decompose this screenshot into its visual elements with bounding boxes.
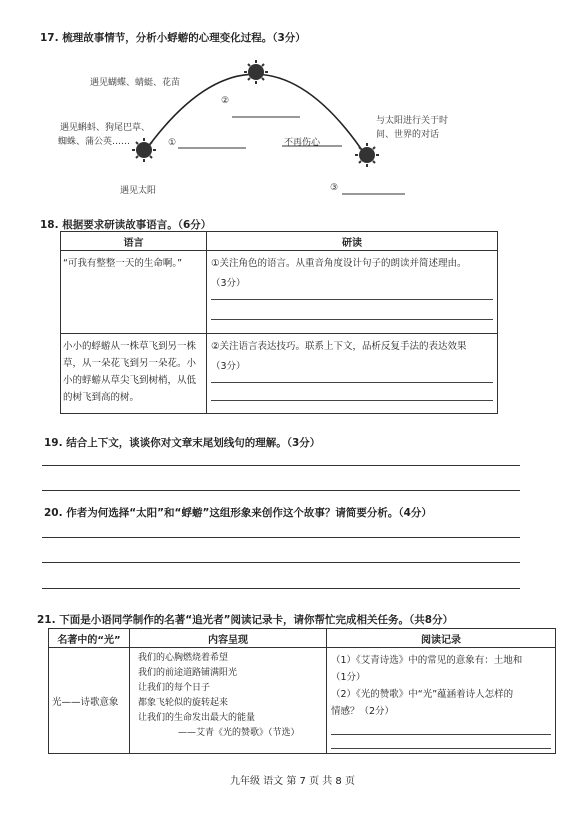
answer-line[interactable] (211, 382, 493, 383)
answer-mid: 不再伤心 (284, 138, 321, 148)
answer-line[interactable] (331, 734, 551, 735)
answer-line[interactable] (42, 490, 520, 491)
event-left-mid-2: 蜘蛛、蒲公英…… (58, 137, 131, 147)
answer-line[interactable] (211, 299, 493, 300)
q18-row2-task: ②关注语言表达技巧。联系上下文，品析反复手法的表达效果 （3分） (207, 334, 498, 414)
q18-table (60, 231, 498, 414)
answer-line[interactable] (42, 465, 520, 466)
answer-line[interactable] (42, 562, 520, 563)
answer-line[interactable] (211, 319, 493, 320)
answer-line[interactable] (211, 400, 493, 401)
q18-header-language: 语言 (61, 232, 207, 251)
blank-3-label: ③ (330, 183, 339, 193)
q21-table (48, 628, 556, 754)
q17-title: 17. 梳理故事情节，分析小蜉蝣的心理变化过程。（3分） (40, 32, 306, 44)
event-bottom-left: 遇见太阳 (120, 186, 157, 196)
q21-header-record: 阅读记录 (327, 629, 556, 648)
answer-line[interactable] (42, 588, 520, 589)
q21-record-cell: （1）《艾青诗选》中的常见的意象有：土地和 （1分） （2）《光的赞歌》中“光”蕴涵着诗人怎样的 情感？（2分） (327, 648, 556, 754)
event-right-1: 与太阳进行关于时 (376, 116, 449, 126)
q18-row1-task: ①关注角色的语言。从重音角度设计句子的朗读并简述理由。 （3分） (207, 251, 498, 334)
q21-title: 21. 下面是小语同学制作的名著“追光者”阅读记录卡，请你帮忙完成相关任务。（共8分） (37, 614, 454, 626)
q18-row1-language: “可我有整整一天的生命啊。” (61, 251, 207, 334)
answer-line[interactable] (42, 537, 520, 538)
q21-header-content: 内容呈现 (130, 629, 327, 648)
event-right-2: 间、世界的对话 (376, 130, 440, 140)
q19-title: 19. 结合上下文，谈谈你对文章末尾划线句的理解。（3分） (44, 437, 321, 449)
q18-title: 18. 根据要求研读故事语言。（6分） (40, 219, 212, 231)
sun-icon (244, 60, 268, 84)
blank-2-label: ② (221, 96, 230, 106)
q21-header-light: 名著中的“光” (49, 629, 130, 648)
page-footer: 九年级 语文 第 7 页 共 8 页 (230, 776, 355, 787)
event-left-mid-1: 遇见蝌蚪、狗尾巴草、 (60, 123, 151, 133)
blank-1-label: ① (168, 138, 177, 148)
q18-header-study: 研读 (207, 232, 498, 251)
q21-row-label: 光——诗歌意象 (49, 648, 130, 754)
q20-title: 20. 作者为何选择“太阳”和“蜉蝣”这组形象来创作这个故事？请简要分析。（4分） (44, 507, 432, 519)
answer-line[interactable] (331, 748, 551, 749)
event-top-left: 遇见蝴蝶、蜻蜓、花苗 (90, 78, 181, 88)
q18-row2-language: 小小的蜉蝣从一株草飞到另一株草，从一朵花飞到另一朵花。小小的蜉蝣从草尖飞到树梢，从低的树飞到高的树。 (61, 334, 207, 414)
q21-poem-cell: 我们的心胸燃烧着希望 我们的前途道路铺满阳光 让我们的每个日子 都象飞轮似的旋转起来 让我们的生命发出最大的能量 ——艾青《光的赞歌》（节选） (130, 648, 327, 754)
